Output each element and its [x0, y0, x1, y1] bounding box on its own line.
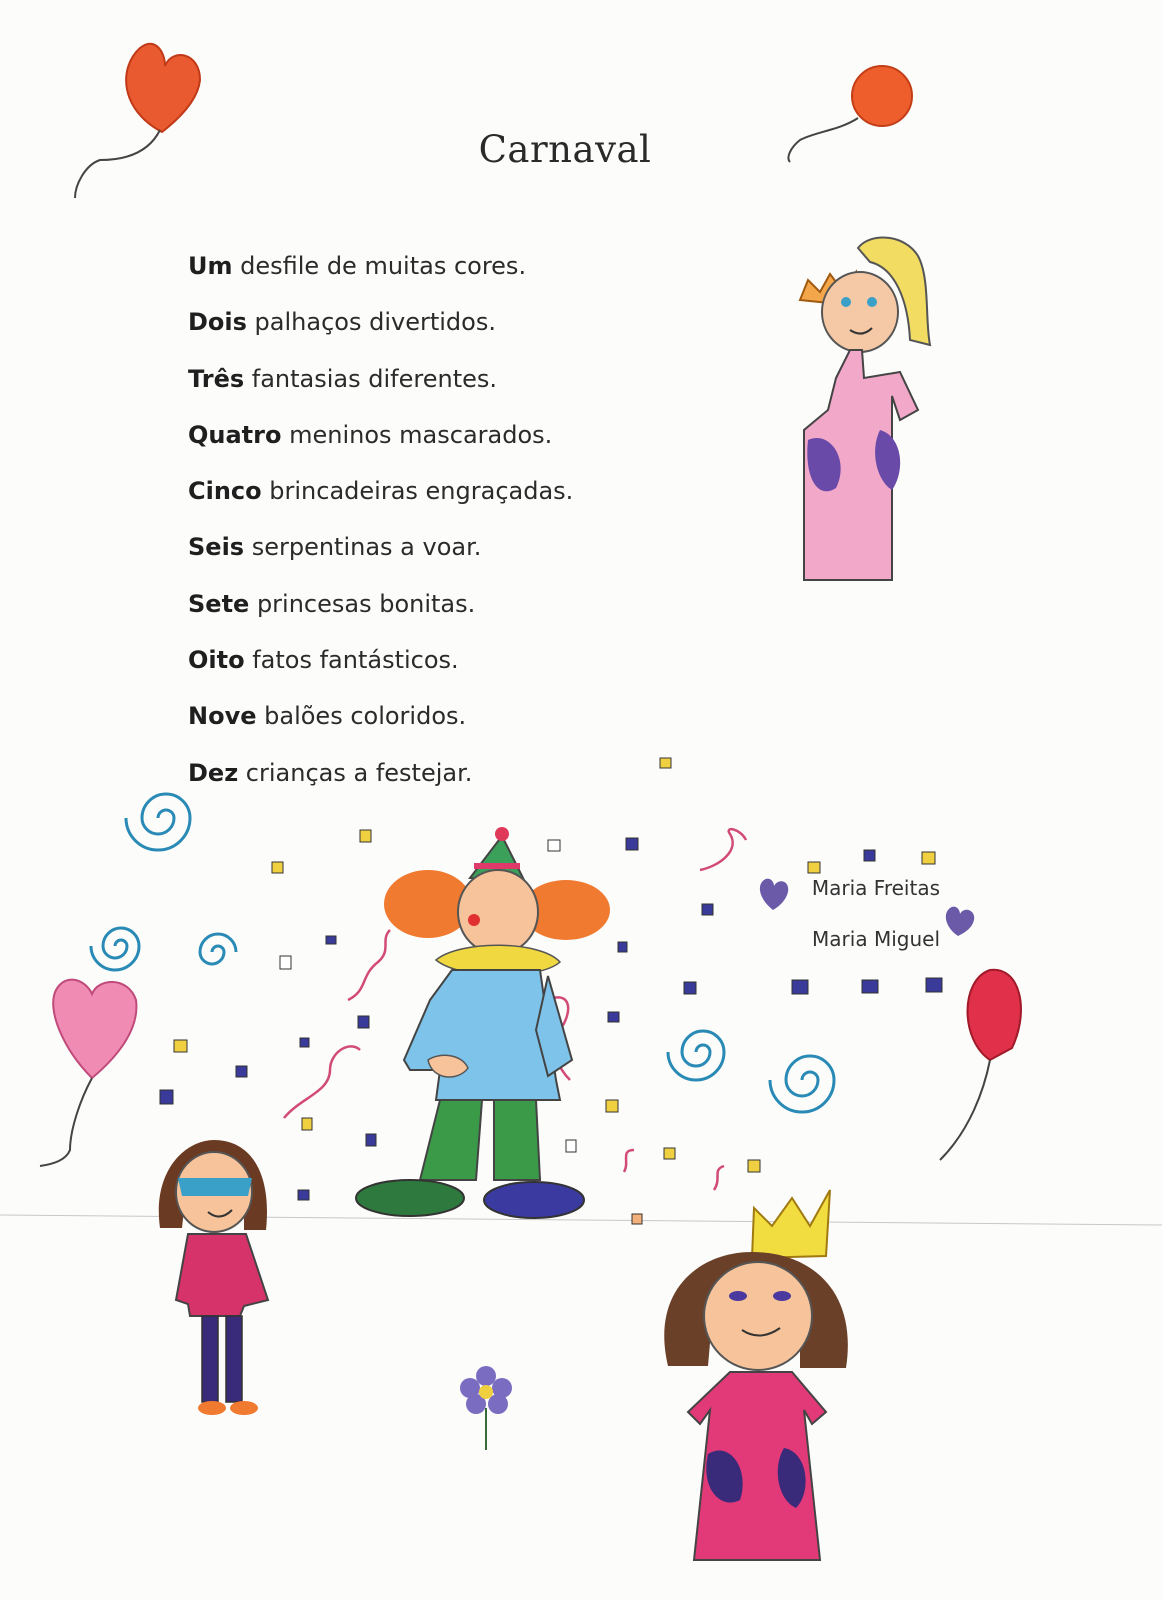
red-balloon — [940, 970, 1021, 1160]
page-title: Carnaval — [478, 128, 652, 171]
princess-with-crown — [664, 1190, 848, 1560]
poem-line-text: fatos fantásticos. — [244, 646, 459, 675]
poem-line — [188, 646, 573, 702]
poem-line — [188, 421, 573, 477]
princess-with-yellow-hair — [800, 238, 930, 580]
author-name: Maria Freitas — [811, 876, 940, 900]
poem-line — [188, 365, 573, 421]
poem-line-text: serpentinas a voar. — [244, 533, 482, 562]
poem-line — [188, 252, 573, 308]
authors — [790, 876, 940, 978]
poem-line-text: desfile de muitas cores. — [232, 252, 527, 280]
poem-line-text: palhaços divertidos. — [246, 308, 496, 337]
heart-balloon-top-left — [75, 44, 200, 198]
poem-line-text: meninos mascarados. — [281, 420, 553, 449]
poem-line-number: Dois — [188, 308, 247, 337]
poem-line-number: Cinco — [188, 477, 262, 506]
poem-line-number: Um — [188, 252, 233, 280]
poem-line-text: fantasias diferentes. — [244, 364, 498, 393]
poem-line-number: Dez — [188, 758, 239, 787]
clown — [356, 827, 610, 1218]
poem-line-number: Sete — [188, 589, 250, 618]
poem-line-number: Quatro — [188, 420, 282, 449]
poem — [188, 252, 573, 815]
poem-line-number: Oito — [188, 646, 245, 675]
poem-line — [188, 308, 573, 364]
round-balloon-top-right — [788, 66, 912, 162]
poem-line-text: crianças a festejar. — [238, 758, 473, 787]
purple-flower — [460, 1366, 512, 1450]
poem-line-text: brincadeiras engraçadas. — [261, 477, 574, 506]
purple-heart-small-left — [760, 879, 788, 910]
masked-child — [159, 1140, 268, 1415]
poem-line-number: Três — [188, 364, 245, 393]
author-name: Maria Miguel — [812, 927, 940, 951]
poem-line — [188, 702, 573, 758]
poem-line — [188, 590, 573, 646]
poem-line-number: Seis — [188, 533, 245, 562]
pink-heart-balloon — [40, 980, 136, 1166]
poem-line — [188, 533, 573, 589]
poem-line-text: balões coloridos. — [256, 702, 467, 731]
poem-line — [188, 477, 573, 533]
purple-heart-small-right — [946, 907, 974, 936]
poem-line-number: Nove — [188, 702, 257, 731]
poem-line — [188, 759, 573, 815]
poem-line-text: princesas bonitas. — [249, 589, 476, 618]
